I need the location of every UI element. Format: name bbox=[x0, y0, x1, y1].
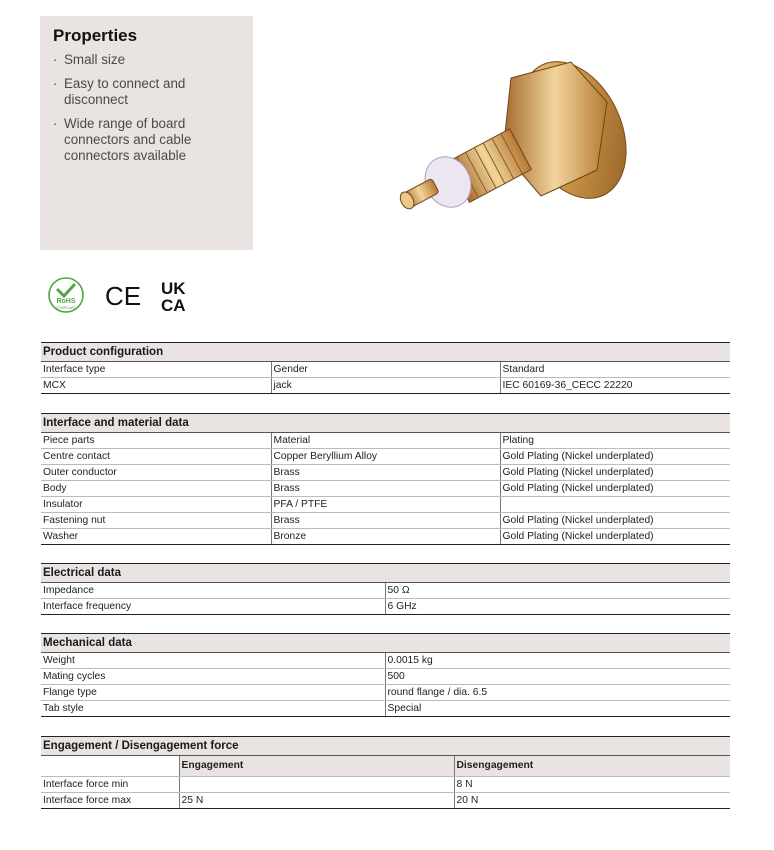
table-cell: Impedance bbox=[41, 583, 385, 599]
table-cell: Gold Plating (Nickel underplated) bbox=[500, 449, 730, 465]
table-cell: Gold Plating (Nickel underplated) bbox=[500, 529, 730, 545]
table-cell: PFA / PTFE bbox=[271, 497, 500, 513]
properties-panel bbox=[40, 16, 253, 250]
table-cell: Centre contact bbox=[41, 449, 271, 465]
table-cell bbox=[179, 777, 454, 793]
table-row bbox=[41, 497, 730, 513]
section-title: Interface and material data bbox=[41, 413, 730, 433]
table-cell: Piece parts bbox=[41, 433, 271, 449]
rohs-sub-label: COMPLIANT bbox=[55, 306, 77, 310]
table-cell: 20 N bbox=[454, 793, 730, 809]
table-cell: Outer conductor bbox=[41, 465, 271, 481]
table-row bbox=[41, 449, 730, 465]
table-row bbox=[41, 529, 730, 545]
table-cell: Body bbox=[41, 481, 271, 497]
table-cell: Interface frequency bbox=[41, 599, 385, 615]
table-cell: 6 GHz bbox=[385, 599, 730, 615]
table-cell: Interface force min bbox=[41, 777, 179, 793]
table-cell: IEC 60169-36_CECC 22220 bbox=[500, 378, 730, 394]
property-item: · Small size bbox=[53, 52, 243, 68]
ukca-mark-bottom: CA bbox=[161, 296, 186, 315]
rohs-icon bbox=[49, 278, 83, 312]
mechanical-data-table bbox=[41, 653, 730, 717]
engagement-force-table bbox=[41, 756, 730, 809]
table-row bbox=[41, 513, 730, 529]
electrical-data-table bbox=[41, 583, 730, 615]
table-header-row bbox=[41, 362, 730, 378]
table-cell: 0.0015 kg bbox=[385, 653, 730, 669]
table-cell bbox=[500, 497, 730, 513]
product-configuration-section bbox=[41, 342, 730, 394]
table-cell: Special bbox=[385, 701, 730, 717]
table-cell: Interface type bbox=[41, 362, 271, 378]
table-cell: MCX bbox=[41, 378, 271, 394]
table-cell: Mating cycles bbox=[41, 669, 385, 685]
product-configuration-table bbox=[41, 362, 730, 394]
table-header-row bbox=[41, 756, 730, 777]
table-cell: Fastening nut bbox=[41, 513, 271, 529]
property-item: · Wide range of board connectors and cable connectors available bbox=[53, 116, 243, 164]
section-title: Product configuration bbox=[41, 342, 730, 362]
section-title: Mechanical data bbox=[41, 633, 730, 653]
table-row bbox=[41, 583, 730, 599]
product-image bbox=[393, 20, 647, 246]
table-cell: Gold Plating (Nickel underplated) bbox=[500, 481, 730, 497]
material-data-section bbox=[41, 413, 730, 545]
table-cell: Gold Plating (Nickel underplated) bbox=[500, 513, 730, 529]
table-cell: Interface force max bbox=[41, 793, 179, 809]
table-cell: Material bbox=[271, 433, 500, 449]
table-cell: 25 N bbox=[179, 793, 454, 809]
table-header-row bbox=[41, 433, 730, 449]
table-cell: jack bbox=[271, 378, 500, 394]
table-cell: Gold Plating (Nickel underplated) bbox=[500, 465, 730, 481]
ce-mark: CE bbox=[105, 281, 142, 311]
properties-title: Properties bbox=[53, 26, 138, 45]
table-row bbox=[41, 481, 730, 497]
certification-marks bbox=[47, 276, 207, 316]
table-cell: Disengagement bbox=[454, 756, 730, 777]
table-cell: 500 bbox=[385, 669, 730, 685]
section-title: Engagement / Disengagement force bbox=[41, 736, 730, 756]
table-cell: Weight bbox=[41, 653, 385, 669]
table-cell: Washer bbox=[41, 529, 271, 545]
property-item: · Easy to connect and disconnect bbox=[53, 76, 243, 108]
table-row bbox=[41, 793, 730, 809]
table-cell: Gender bbox=[271, 362, 500, 378]
engagement-force-section bbox=[41, 736, 730, 809]
table-cell: round flange / dia. 6.5 bbox=[385, 685, 730, 701]
properties-list bbox=[53, 52, 243, 164]
mechanical-data-section bbox=[41, 633, 730, 717]
table-cell: 8 N bbox=[454, 777, 730, 793]
table-cell: Engagement bbox=[179, 756, 454, 777]
table-row bbox=[41, 701, 730, 717]
table-cell: Flange type bbox=[41, 685, 385, 701]
table-row bbox=[41, 378, 730, 394]
table-cell: Brass bbox=[271, 465, 500, 481]
table-cell: Brass bbox=[271, 481, 500, 497]
table-row bbox=[41, 669, 730, 685]
electrical-data-section bbox=[41, 563, 730, 615]
section-title: Electrical data bbox=[41, 563, 730, 583]
table-row bbox=[41, 599, 730, 615]
table-row bbox=[41, 465, 730, 481]
table-cell bbox=[41, 756, 179, 777]
table-cell: Insulator bbox=[41, 497, 271, 513]
table-cell: Bronze bbox=[271, 529, 500, 545]
table-cell: Plating bbox=[500, 433, 730, 449]
table-row bbox=[41, 777, 730, 793]
table-cell: Tab style bbox=[41, 701, 385, 717]
ukca-mark-top: UK bbox=[161, 279, 186, 298]
table-cell: Brass bbox=[271, 513, 500, 529]
rohs-label: RoHS bbox=[56, 298, 76, 305]
table-row bbox=[41, 653, 730, 669]
material-data-table bbox=[41, 433, 730, 545]
table-cell: 50 Ω bbox=[385, 583, 730, 599]
table-cell: Standard bbox=[500, 362, 730, 378]
table-cell: Copper Beryllium Alloy bbox=[271, 449, 500, 465]
table-row bbox=[41, 685, 730, 701]
